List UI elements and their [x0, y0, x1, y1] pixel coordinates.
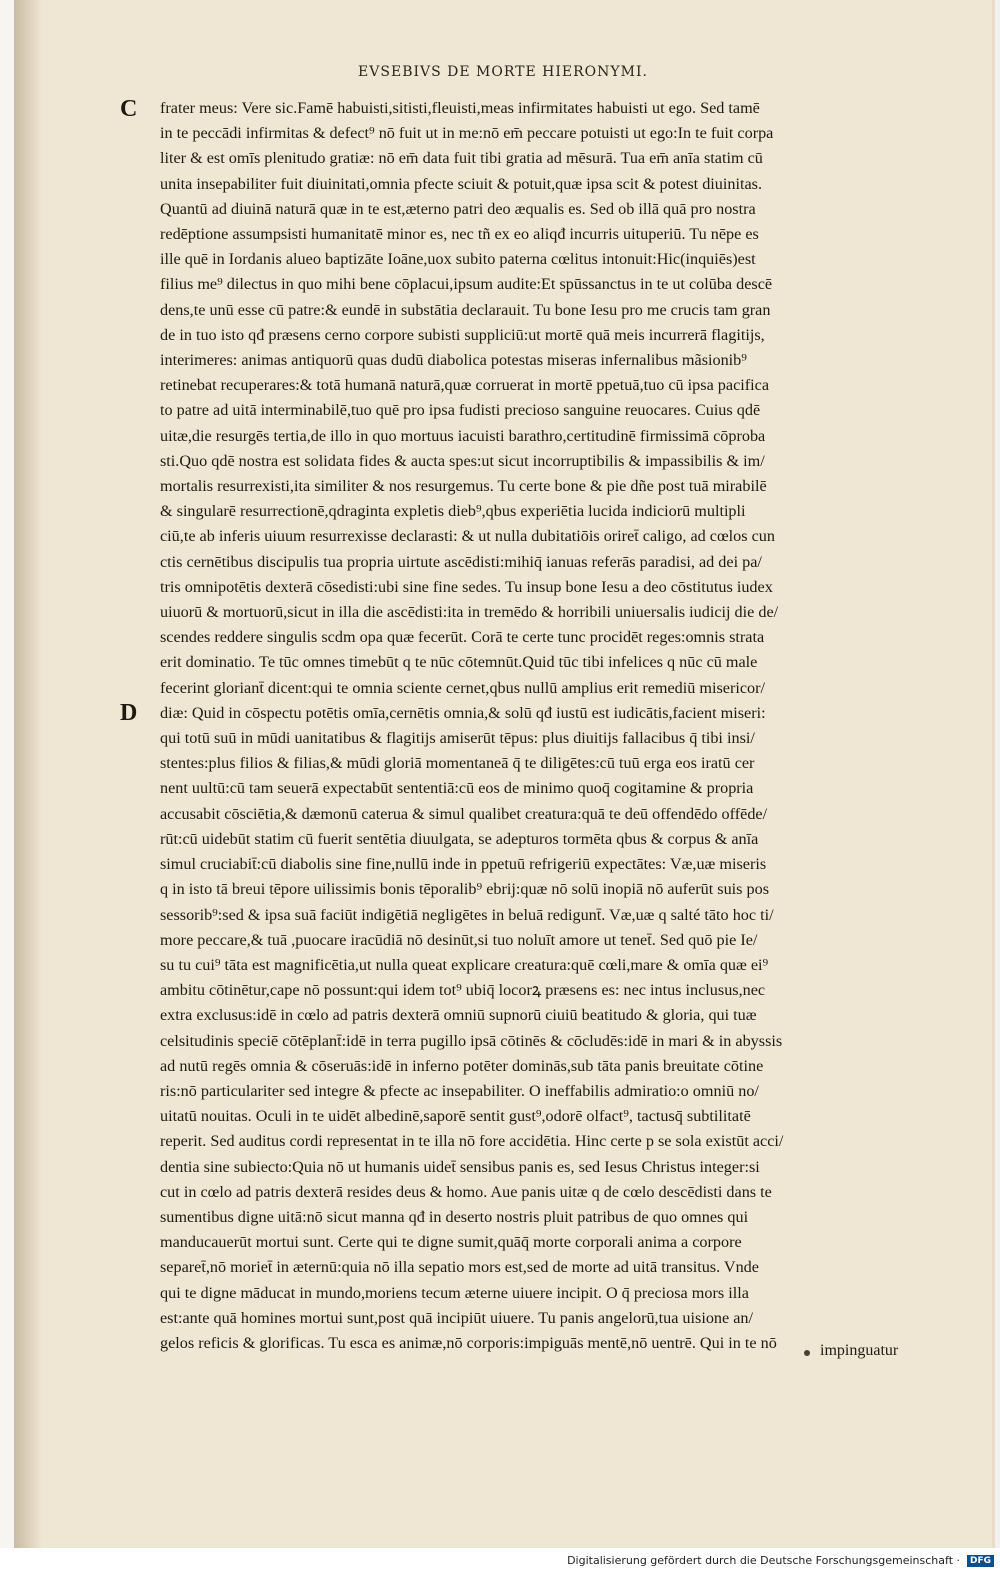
text-line: simul cruciabit̄:cū diabolis sine fine,nullū inde in ppetuū refrigeriū expectātes: Væ,uæ miseris	[160, 855, 767, 874]
text-line: manducauerūt mortui sunt. Certe qui te digne sumit,quāq̄ morte corporali anima a corpore	[160, 1233, 742, 1252]
text-line: qui totū suū in mūdi uanitatibus & flagitijs amiserūt tēpus: plus diuitijs fallacibus q̄ tibi insi/	[160, 729, 755, 748]
running-head: EVSEBIVS DE MORTE HIERONYMI.	[358, 64, 648, 80]
text-line: qui te digne māducat in mundo,moriens tecum æterne uiuere incipit. O q̄ preciosa mors illa	[160, 1283, 749, 1302]
text-line: sessorib⁹:sed & ipsa suā faciūt indigētiā negligētes in beluā redigunt̄. Væ,uæ q salté tāto hoc ti/	[160, 905, 774, 924]
text-line: celsitudinis speciē cōtēplant̄:idē in terra pugillo ipsā cōtinēs & cōcludēs:idē in mari & in abyssis	[160, 1031, 783, 1050]
section-mark-c: C	[120, 96, 138, 122]
text-line: diæ: Quid in cōspectu potētis omīa,cernētis omnia,& solū qđ iustū est iudicātis,facient miseri:	[160, 703, 766, 722]
text-line: accusabit cōsciētia,& dæmonū caterua & simul qualibet creatura:quā te deū offendēdo offēde/	[160, 804, 768, 823]
section-mark-d: D	[120, 700, 138, 726]
text-line: rūt:cū uidebūt statim cū fuerit sentētia diuulgata, se adepturos tormēta qbus & corpus & anīa	[160, 829, 759, 848]
text-line: sti.Quo qdē nostra est solidata fides & aucta spes:ut sicut incorruptibilis & impassibilis & im/	[160, 451, 765, 470]
text-line: ille quē in Iordanis alueo baptizāte Ioāne,uox subito paterna cœlitus intonuit:Hic(inquiēs)est	[160, 250, 756, 269]
body-text	[160, 96, 960, 1356]
funding-credit: Digitalisierung gefördert durch die Deutsche Forschungsgemeinschaft ·	[567, 1554, 960, 1567]
text-line: uiuorū & mortuorū,sicut in illa die ascēdisti:ita in tremēdo & horribili uniuersalis iudicij die de/	[160, 603, 779, 622]
text-line: reperit. Sed auditus cordi representat in te illa nō fore accidētia. Hinc certe p se sola existūt acci/	[160, 1132, 784, 1151]
dfg-logo: DFG	[967, 1555, 994, 1567]
page-gutter	[14, 0, 42, 1548]
text-line: uitatū nouitas. Oculi in te uidēt albedinē,saporē sentit gust⁹,odorē olfact⁹, tactusq̄ subtilitatē	[160, 1107, 751, 1126]
text-line: & singularē resurrectionē,qdraginta expletis dieb⁹,qbus experiētia lucida indiciorū multipli	[160, 502, 746, 521]
text-line: stentes:plus filios & filias,& mūdi gloriā momentaneā q̄ te diligētes:cū tuū erga eos iratū cer	[160, 754, 755, 773]
text-line: sumentibus digne uitā:nō sicut manna qđ in deserto nostris pluit patribus de quo omnes qui	[160, 1207, 749, 1226]
book-edge	[0, 0, 14, 1548]
text-line: in te peccādi infirmitas & defect⁹ nō fuit ut in me:nō em̄ peccare potuisti ut ego:In te fuit corpa	[160, 124, 774, 143]
text-line: to patre ad uitā interminabilē,tuo quē pro ipsa fudisti precioso sanguine reuocares. Cuius qdē	[160, 401, 761, 420]
text-line: more peccare,& tuā ,puocare iracūdiā nō desinūt,si tuo noluīt amore ut tenet̄. Sed quō pie Ie/	[160, 930, 758, 949]
text-line: uitæ,die resurgēs tertia,de illo in quo mortuus iacuisti barathro,certitudinē firmissimā cōproba	[160, 426, 766, 445]
text-line: tris omnipotētis dexterā cōsedisti:ubi sine fine sedes. Tu insup bone Iesu a deo cōstitutus iudex	[160, 577, 773, 596]
text-line: q in isto tā breui tēpore uilissimis bonis tēporalib⁹ ebrij:quæ nō solū inopiā nō auferūt suis pos	[160, 880, 770, 899]
text-line: dens,te unū esse cū patre:& eundē in substātia declarauit. Tu bone Iesu pro me crucis tam gran	[160, 300, 771, 319]
text-line: filius me⁹ dilectus in quo mihi bene cōplacui,ipsum audite:Et spūssanctus in te ut colūba descē	[160, 275, 773, 294]
text-line: redēptione assumpsisti humanitatē minor es, nec tñ ex eo aliqđ incurris uituperiū. Tu nēpe es	[160, 225, 759, 244]
catchword: impinguatur	[820, 1342, 899, 1359]
text-line: erit dominatio. Te tūc omnes timebūt q te nūc cōtemnūt.Quid tūc tibi infelices q nūc cū male	[160, 653, 758, 672]
text-line: retinebat recuperares:& totā humanā naturā,quæ corruerat in mortē ppetuā,tuo cū ipsa pacifica	[160, 376, 770, 395]
text-line: interimeres: animas antiquorū quas dudū diabolica potestas miseras infernalibus mãsionib⁹	[160, 351, 747, 370]
text-line: liter & est omīs plenitudo gratiæ: nō em̄ data fuit tibi gratia ad mēsurā. Tua em̄ anīa statim cū	[160, 149, 763, 168]
text-line: su tu cui⁹ tāta est magnificētia,ut nulla queat explicare creatura:quē cœli,mare & omīa quæ ei⁹	[160, 955, 769, 974]
text-line: cut in cœlo ad patris dexterā resides deus & homo. Aue panis uitæ q de cœlo descēdisti dans te	[160, 1182, 772, 1201]
book-page	[14, 0, 995, 1548]
text-line: ris:nō particulariter sed integre & pfecte ac insepabiliter. O ineffabilis admiratio:o omniū no/	[160, 1081, 759, 1100]
catchword-mark	[804, 1350, 810, 1356]
text-line: gelos reficis & glorificas. Tu esca es animæ,nō corporis:impiguās mentē,nō uentrē. Qui in te nō	[160, 1333, 777, 1352]
text-line: ambitu cōtinētur,cape nō possunt:qui idem tot⁹ ubiq̄ locorꝝ præsens es: nec intus inclusus,nec	[160, 981, 766, 1000]
text-line: separet̄,nō moriet̄ in æternū:quia nō illa sepatio mors est,sed de morte ad uitā transitus. Vnde	[160, 1258, 759, 1277]
text-line: est:ante quā homines mortui sunt,post quā incipiūt uiuere. Tu panis angelorū,tua uisione an/	[160, 1308, 754, 1327]
text-line: fecerint gloriant̄ dicent:qui te omnia sciente cernet,qbus nullū amplius erit remediū misericor/	[160, 678, 766, 697]
text-line: ciū,te ab inferis uiuum resurrexisse declarasti: & ut nulla dubitatiōis oriret̄ caligo, ad cœlos cun	[160, 527, 775, 546]
text-line: frater meus: Vere sic.Famē habuisti,sitisti,fleuisti,meas infirmitates habuisti ut ego. Sed tamē	[160, 99, 760, 117]
text-line: ctis cernētibus discipulis tua propria uirtute ascēdisti:mihiq̄ ianuas referās paradisi, ad dei pa/	[160, 552, 762, 571]
text-line: ad nutū regēs omnia & cōseruās:idē in inferno potēter dominās,sub tāta panis breuitate cōtine	[160, 1056, 764, 1075]
text-line: de in tuo isto qđ præsens cerno corpore subisti suppliciū:ut mortē quā meis incurrerā flagitijs,	[160, 325, 765, 344]
text-line: nent uultū:cū tam seuerā expectabūt sententiā:cū eos de minimo quoq̄ cogitamine & propria	[160, 779, 754, 798]
text-line: Quantū ad diuinā naturā quæ in te est,æterno patri deo æqualis es. Sed ob illā quā pro nostra	[160, 199, 756, 218]
text-line: unita insepabiliter fuit diuinitati,omnia pfecte sciuit & potuit,quæ ipsa scit & potest diuinitas.	[160, 174, 762, 193]
text-line: scendes reddere singulis scdm opa quæ fecerūt. Corā te certe tunc procidēt reges:omnis strata	[160, 628, 765, 647]
text-line: dentia sine subiecto:Quia nō ut humanis uidet̄ sensibus panis es, sed Iesus Christus integer:si	[160, 1157, 760, 1176]
text-line: mortalis resurrexisti,ita similiter & nos resurgemus. Tu certe bone & pie dñe post tuā mirabilē	[160, 477, 767, 496]
text-line: extra exclusus:idē in cœlo ad patris dexterā omniū supnorū ciuiū beatitudo & gloria, qui tuæ	[160, 1006, 757, 1025]
footer-bar	[0, 1548, 1000, 1570]
